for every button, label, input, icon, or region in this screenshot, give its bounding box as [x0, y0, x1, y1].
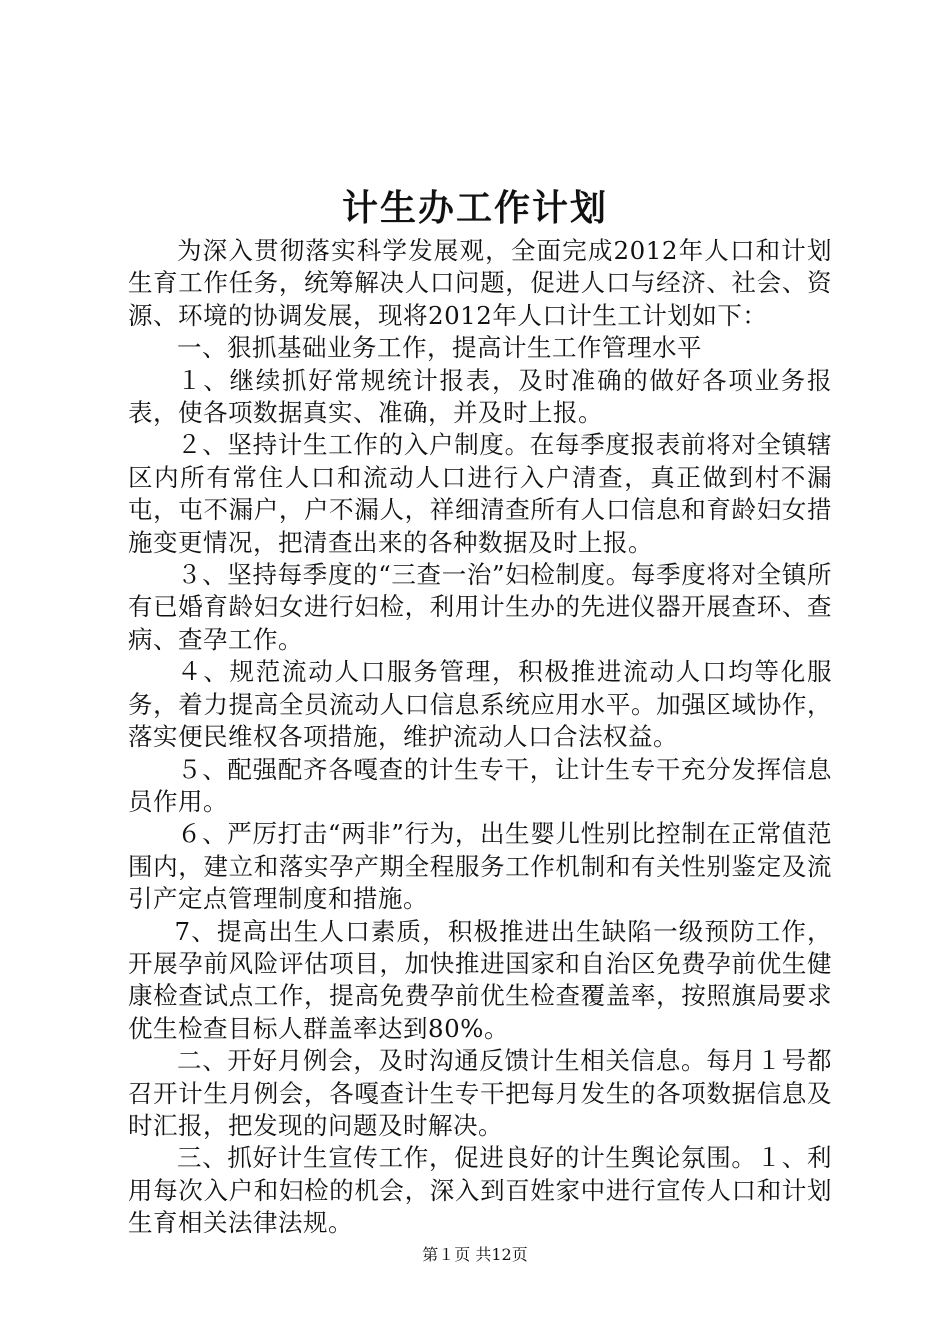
document-body	[128, 235, 832, 1240]
paragraph-section-1: 一、狠抓基础业务工作，提高计生工作管理水平	[177, 333, 702, 363]
paragraph-item-1: １、继续抓好常规统计报表，及时准确的做好各项业务报表，使各项数据真实、准确，并及时上报。	[128, 365, 832, 428]
paragraph-item-6: ６、严厉打击“两非”行为，出生婴儿性别比控制在正常值范围内，建立和落实孕产期全程服务工作机制和有关性别鉴定及流引产定点管理制度和措施。	[128, 819, 832, 914]
document-title: 计生办工作计划	[341, 187, 608, 229]
paragraph-item-4: ４、规范流动人口服务管理，积极推进流动人口均等化服务，着力提高全员流动人口信息系统应用水平。加强区域协作，落实便民维权各项措施，维护流动人口合法权益。	[128, 657, 832, 752]
page-footer: 第１页 共12页	[422, 1245, 528, 1264]
paragraph-section-3: 三、抓好计生宣传工作，促进良好的计生舆论氛围。１、利用每次入户和妇检的机会，深入到百姓家中进行宣传人口和计划生育相关法律法规。	[128, 1143, 832, 1238]
paragraph-section-2: 二、开好月例会，及时沟通反馈计生相关信息。每月１号都召开计生月例会，各嘎查计生专干把每月发生的各项数据信息及时汇报，把发现的问题及时解决。	[128, 1046, 832, 1140]
paragraph-item-3: ３、坚持每季度的“三查一治”妇检制度。每季度将对全镇所有已婚育龄妇女进行妇检，利用计生办的先进仪器开展查环、查病、查孕工作。	[128, 560, 832, 654]
paragraph-item-2: ２、坚持计生工作的入户制度。在每季度报表前将对全镇辖区内所有常住人口和流动人口进行入户清查，真正做到村不漏屯，屯不漏户，户不漏人，祥细清查所有人口信息和育龄妇女措施变更情况，把清查出来的各种数据及时上报。	[128, 430, 832, 557]
paragraph-item-7: 7、提高出生人口素质，积极推进出生缺陷一级预防工作，开展孕前风险评估项目，加快推进国家和自治区免费孕前优生健康检查试点工作，提高免费孕前优生检查覆盖率，按照旗局要求优生检查目标人群盖率达到80%。	[128, 916, 832, 1043]
paragraph-item-5: ５、配强配齐各嘎查的计生专干，让计生专干充分发挥信息员作用。	[128, 754, 832, 816]
paragraph-intro: 为深入贯彻落实科学发展观，全面完成2012年人口和计划生育工作任务，统筹解决人口问题，促进人口与经济、社会、资源、环境的协调发展，现将2012年人口计生工计划如下：	[128, 236, 832, 330]
